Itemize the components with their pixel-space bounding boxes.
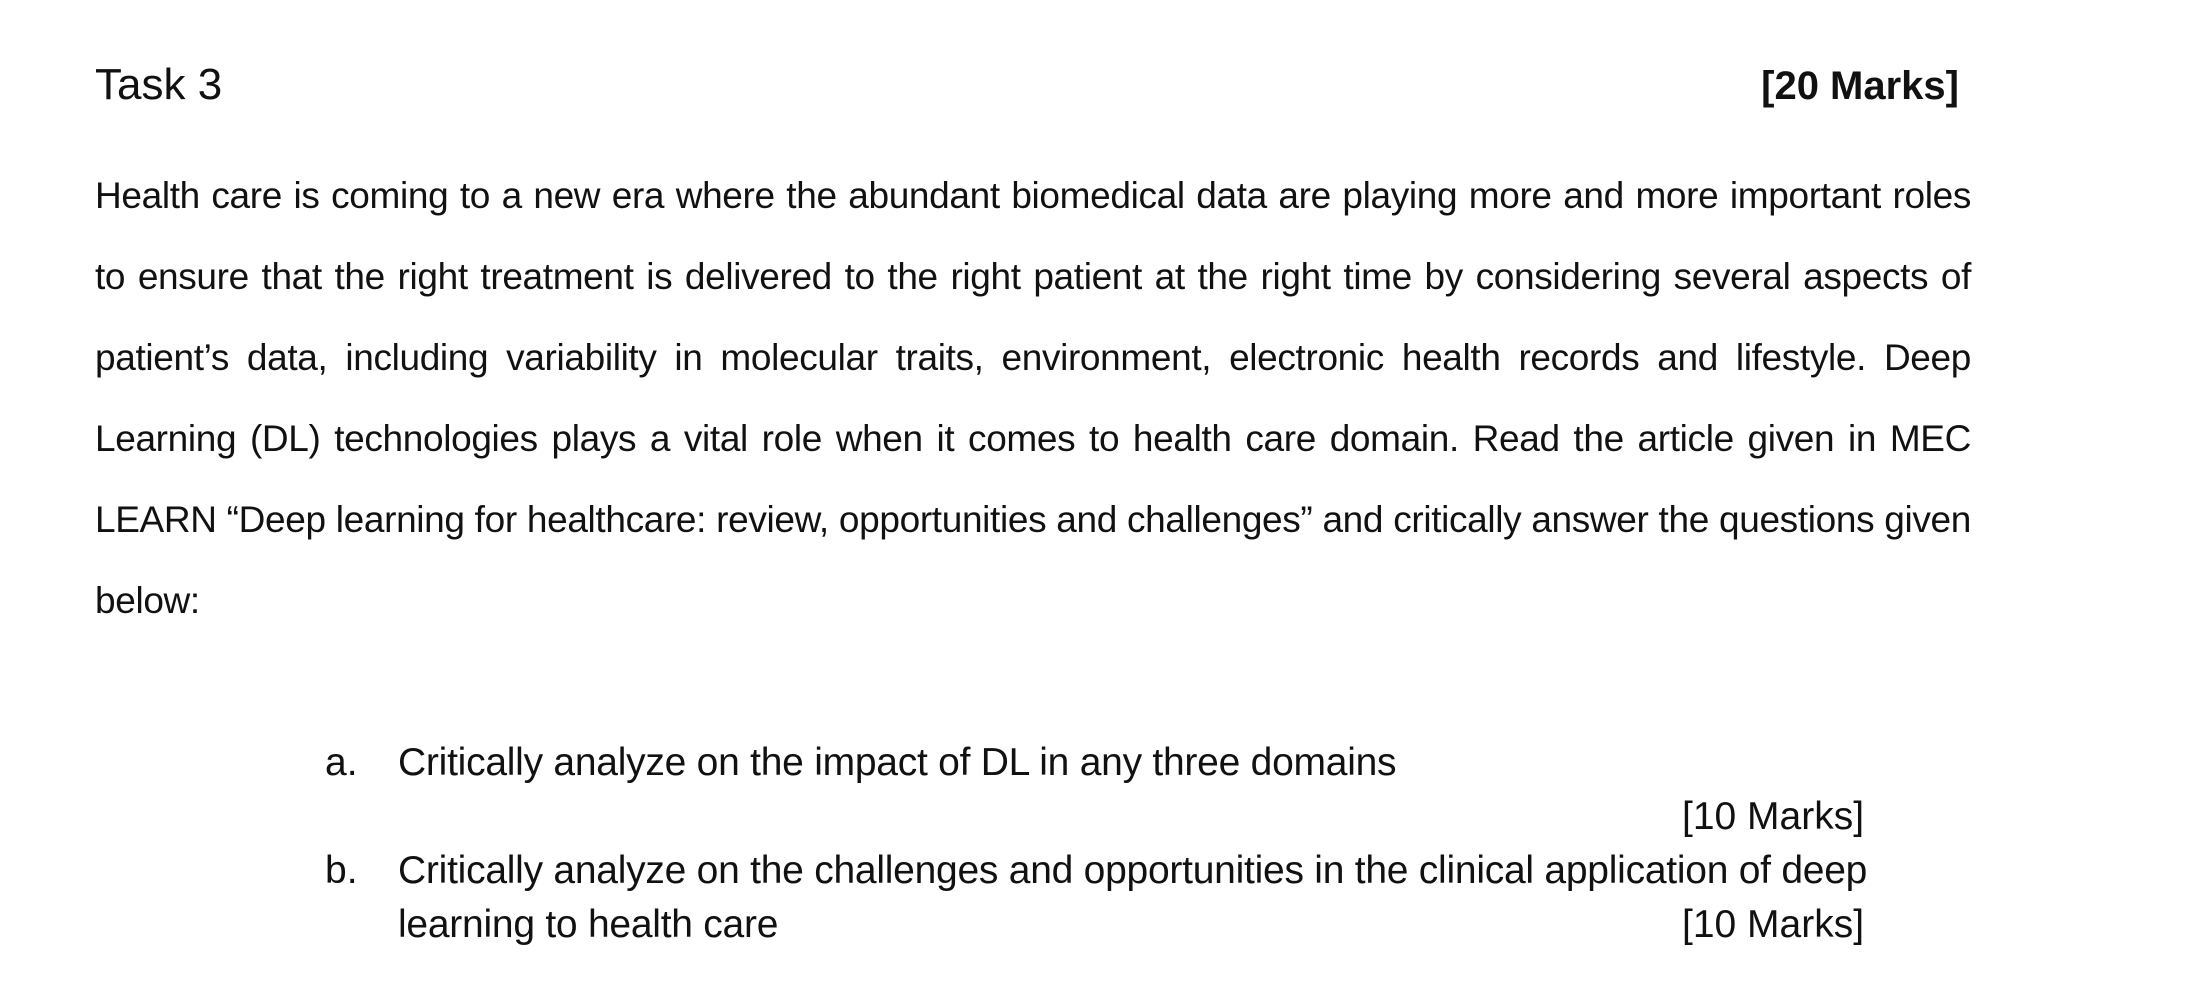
question-text: Critically analyze on the impact of DL in any three domains [398,741,1397,784]
question-text-line-1: Critically analyze on the challenges and opportunities in the clinical application of deep [398,849,1868,892]
intro-paragraph: Health care is coming to a new era where the abundant biomedical data are playing more and more important roles to ensure that the right treatment is delivered to the right patient at the right time by considering several aspects of patient’s data, including variability in molecular traits, environment, electronic health records and lifestyle. Deep Learning (DL) technologies plays a vital role when it comes to health care domain. Read the article given in MEC LEARN “Deep learning for healthcare: review, opportunities and challenges” and critically answer the questions given below: [95,175,1971,621]
task-total-marks: [20 Marks] [1761,64,1959,108]
question-marks: [10 Marks] [1682,903,1865,946]
question-letter: a. [325,741,358,784]
question-letter: b. [325,849,358,892]
task-title: Task 3 [95,60,223,109]
question-marks: [10 Marks] [1682,795,1865,838]
question-text-line-2: learning to health care [398,903,779,946]
